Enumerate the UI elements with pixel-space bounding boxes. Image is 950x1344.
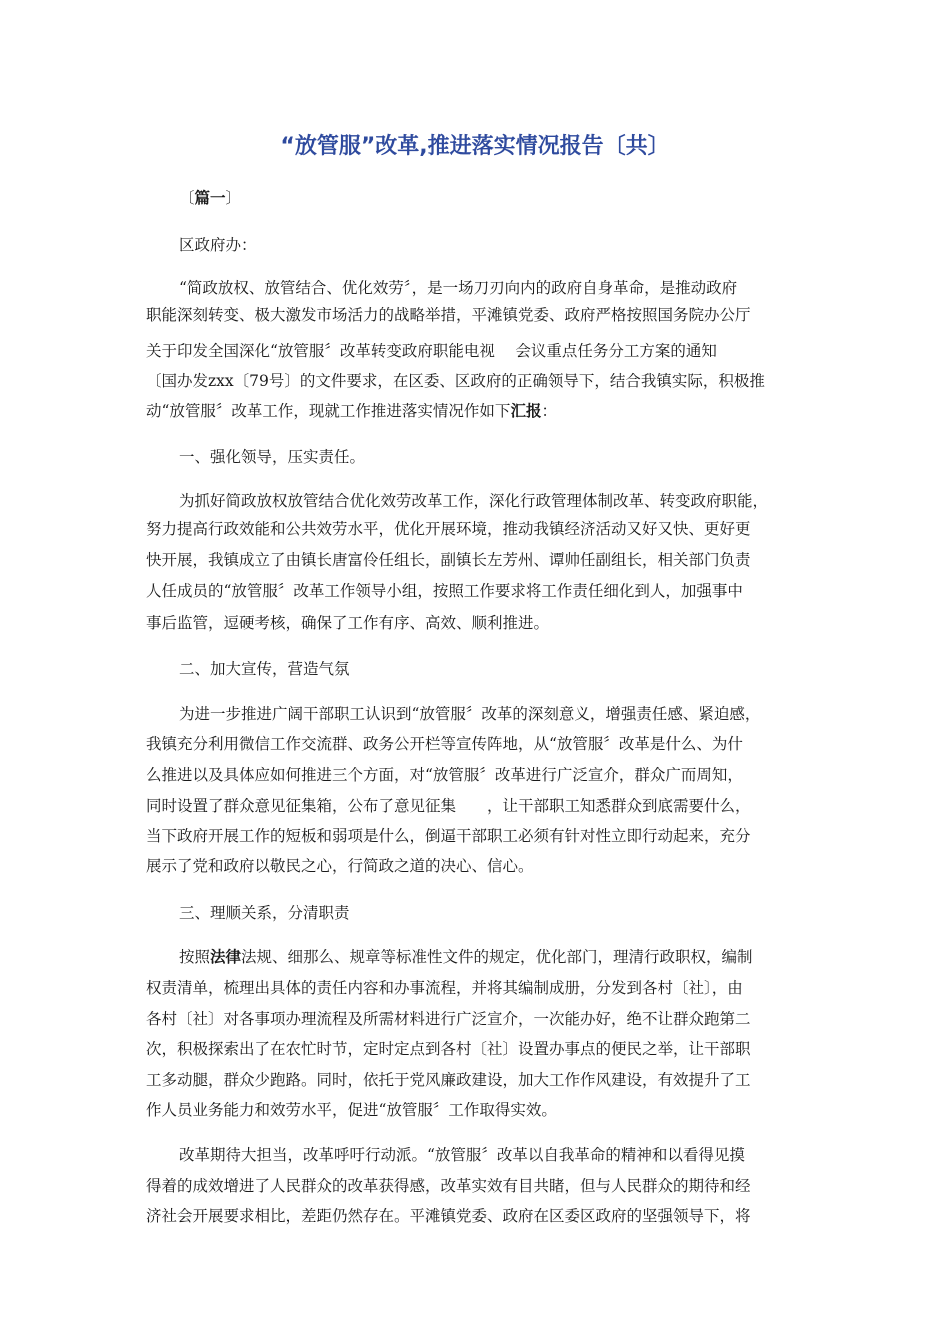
text-run: 二、加大宣传，营造气氛 [179,660,350,678]
text-run: 为抓好简政放权放管结合优化效劳改革工作，深化行政管理体制改革、转变政府职能， [179,492,769,510]
text-line [179,1144,745,1166]
text-line [179,446,365,468]
text-line [146,400,557,422]
text-run: 一、强化领导，压实责任。 [179,448,366,466]
text-line [179,187,241,209]
text-run: ： [541,402,557,420]
text-line [146,795,751,817]
text-run: 〔 [179,189,195,207]
text-line [179,234,257,256]
text-run: 作人员业务能力和效劳水平，促进“放管服〞工作取得实效。 [146,1101,557,1119]
text-run: 我镇充分利用微信工作交流群、政务公开栏等宣传阵地，从“放管服〞改革是什么、为什 [146,735,743,753]
text-run: 同时设置了群众意见征集箱，公布了意见征集 ，让干部职工知悉群众到底需要什么， [146,797,751,815]
text-line [146,304,751,326]
text-run: 努力提高行政效能和公共效劳水平，优化开展环境，推动我镇经济活动又好又快、更好更 [146,520,751,538]
text-run: 按照 [179,948,211,966]
text-run: 动“放管服〞改革工作，现就工作推进落实情况作如下 [146,402,511,420]
text-line [146,340,717,362]
text-line [146,549,751,571]
text-run: 事后监管，逗硬考核，确保了工作有序、高效、顺利推进。 [146,614,550,632]
text-line [146,1038,751,1060]
text-line [146,733,743,755]
text-run: 得着的成效增进了人民群众的改革获得感，改革实效有目共睹，但与人民群众的期待和经 [146,1177,751,1195]
text-run: 法规、细那么、规章等标准性文件的规定，优化部门，理清行政职权，编制 [241,948,753,966]
text-run: 次，积极探索出了在农忙时节，定时定点到各村〔社〕设置办事点的便民之举，让干部职 [146,1040,751,1058]
text-line [179,277,737,299]
text-line [146,580,743,602]
text-run: 工多动腿，群众少跑路。同时，依托于党风廉政建设，加大工作作风建设，有效提升了工 [146,1071,751,1089]
text-run: 〔国办发zxx〔79号〕的文件要求，在区委、区政府的正确领导下，结合我镇实际，积极推 [146,372,765,390]
text-run: 济社会开展要求相比，差距仍然存在。平滩镇党委、政府在区委区政府的坚强领导下，将 [146,1207,751,1225]
text-line [146,1069,751,1091]
text-line [146,825,751,847]
text-run: 权责清单，梳理出具体的责任内容和办事流程，并将其编制成册，分发到各村〔社〕，由 [146,979,743,997]
text-line [179,703,760,725]
text-run: 快开展，我镇成立了由镇长唐富伶任组长，副镇长左芳州、谭帅任副组长，相关部门负责 [146,551,751,569]
text-line [146,764,743,786]
text-line [179,490,768,512]
text-line [146,612,549,634]
text-run: 当下政府开展工作的短板和弱项是什么，倒逼干部职工必须有针对性立即行动起来，充分 [146,827,751,845]
text-line [146,1099,557,1121]
text-run: 〕 [225,189,242,207]
bold-text-run: 篇一 [194,188,226,207]
text-run: 么推进以及具体应如何推进三个方面，对“放管服〞改革进行广泛宣介，群众广而周知， [146,766,743,784]
text-run: 三、理顺关系，分清职责 [179,904,350,922]
text-line [146,1008,751,1030]
text-line [179,658,350,680]
text-line [146,370,765,392]
text-run: 人任成员的“放管服〞改革工作领导小组，按照工作要求将工作责任细化到人，加强事中 [146,582,743,600]
text-line [146,977,743,999]
text-run: 区政府办： [179,236,257,254]
text-run: “简政放权、放管结合、优化效劳〞，是一场刀刃向内的政府自身革命，是推动政府 [179,279,738,297]
text-run: 展示了党和政府以敬民之心，行简政之道的决心、信心。 [146,857,534,875]
text-run: 关于印发全国深化“放管服〞改革转变政府职能电视 会议重点任务分工方案的通知 [146,342,717,360]
text-line [146,1205,751,1227]
text-line [146,855,534,877]
text-line [179,946,753,968]
text-run: 各村〔社〕对各事项办理流程及所需材料进行广泛宣介，一次能办好，绝不让群众跑第二 [146,1010,751,1028]
bold-text-run: 汇报 [510,401,542,420]
document-title: “放管服”改革,推进落实情况报告〔共〕 [280,134,670,159]
text-line [179,902,350,924]
text-run: 改革期待大担当，改革呼吁行动派。“放管服〞改革以自我革命的精神和以看得见摸 [179,1146,745,1164]
text-run: 为进一步推进广阔干部职工认识到“放管服〞改革的深刻意义，增强责任感、紧迫感， [179,705,761,723]
text-line [146,1175,751,1197]
bold-text-run: 法律 [210,947,242,966]
text-run: 职能深刻转变、极大激发市场活力的战略举措，平滩镇党委、政府严格按照国务院办公厅 [146,306,751,324]
text-line [146,518,751,540]
